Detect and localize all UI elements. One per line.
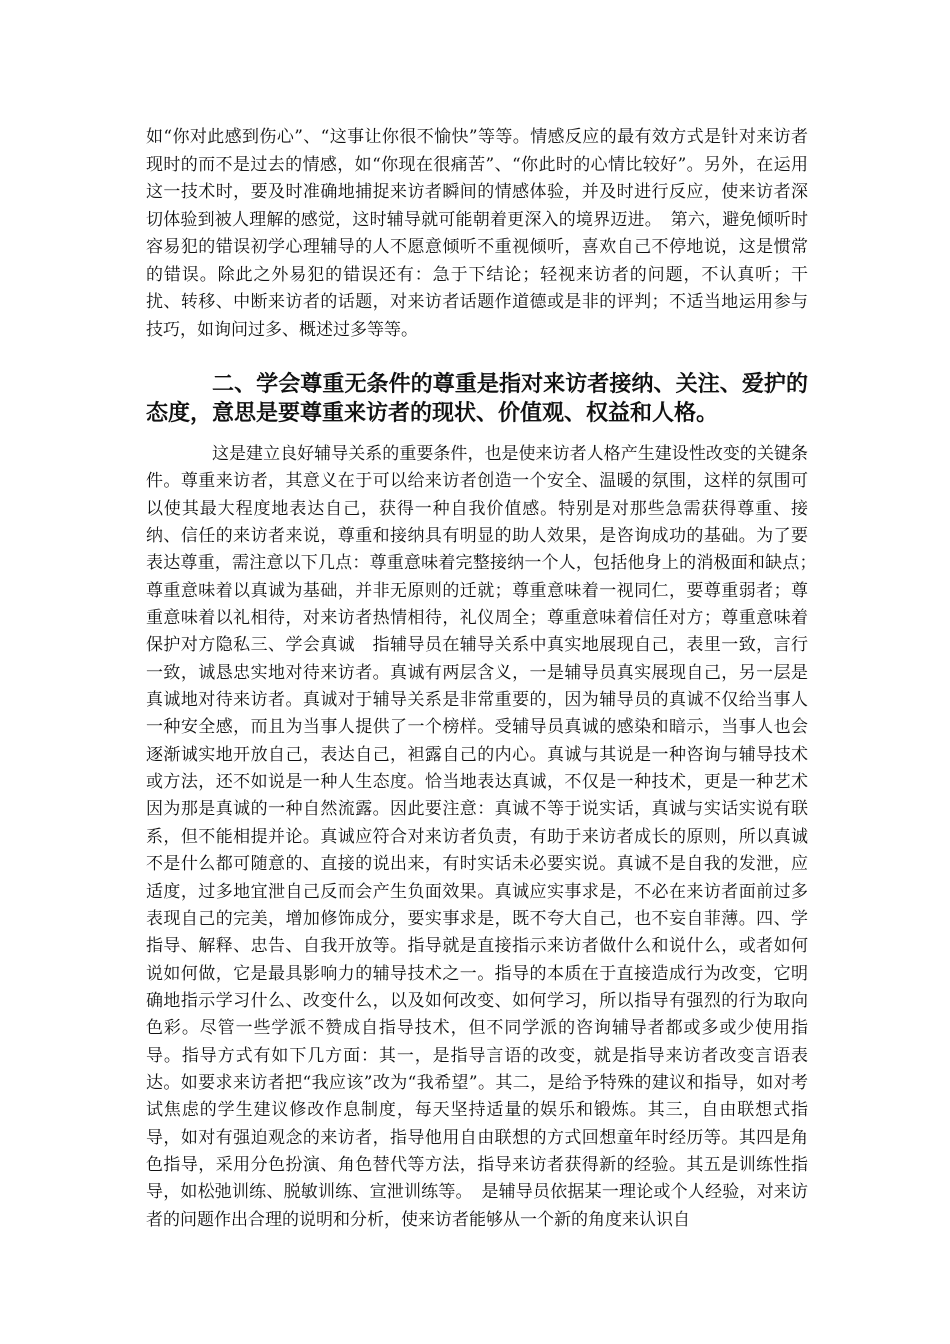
body-paragraph: 如“你对此感到伤心”、“这事让你很不愉快”等等。情感反应的最有效方式是针对来访者现时的而不是过去的情感，如“你现在很痛苦”、“你此时的心情比较好”。另外，在运用这一技术时，要及时准确地捕捉来访者瞬间的情感体验，并及时进行反应，使来访者深切体验到被人理解的感觉，这时辅导就可能朝着更深入的境界迈进。 第六，避免倾听时容易犯的错误初学心理辅导的人不愿意倾听不重视倾听，喜欢自己不停地说，这是惯常的错误。除此之外易犯的错误还有：急于下结论；轻视来访者的问题，不认真听；干扰、转移、中断来访者的话题，对来访者话题作道德或是非的评判；不适当地运用参与技巧，如询问过多、概述过多等等。 [146,127,808,340]
body-paragraph: 这是建立良好辅导关系的重要条件，也是使来访者人格产生建设性改变的关键条件。尊重来访者，其意义在于可以给来访者创造一个安全、温暖的氛围，这样的氛围可以使其最大程度地表达自己，获得一种自我价值感。特别是对那些急需获得尊重、接纳、信任的来访者来说，尊重和接纳具有明显的助人效果，是咨询成功的基础。为了要表达尊重，需注意以下几点：尊重意味着完整接纳一个人，包括他身上的消极面和缺点； 尊重意味着以真诚为基础，并非无原则的迁就；尊重意味着一视同仁，要尊重弱者；尊重意味着以礼相待，对来访者热情相待，礼仪周全；尊重意味着信任对方；尊重意味着保护对方隐私三、学会真诚 指辅导员在辅导关系中真实地展现自己，表里一致，言行一致，诚恳忠实地对待来访者。真诚有两层含义，一是辅导员真实展现自己，另一层是真诚地对待来访者。真诚对于辅导关系是非常重要的，因为辅导员的真诚不仅给当事人一种安全感，而且为当事人提供了一个榜样。受辅导员真诚的感染和暗示，当事人也会逐渐诚实地开放自己，表达自己，袒露自己的内心。真诚与其说是一种咨询与辅导技术或方法，还不如说是一种人生态度。恰当地表达真诚，不仅是一种技术，更是一种艺术因为那是真诚的一种自然流露。因此要注意：真诚不等于说实话，真诚与实话实说有联系，但不能相提并论。真诚应符合对来访者负责，有助于来访者成长的原则，所以真诚不是什么都可随意的、直接的说出来，有时实话未必要实说。真诚不是自我的发泄，应适度，过多地宜泄自己反而会产生负面效果。真诚应实事求是，不必在来访者面前过多表现自己的完美，增加修饰成分，要实事求是，既不夸大自己，也不妄自菲薄。四、学指导、解释、忠告、自我开放等。指导就是直接指示来访者做什么和说什么，或者如何说如何做，它是最具影响力的辅导技术之一。指导的本质在于直接造成行为改变，它明确地指示学习什么、改变什么，以及如何改变、如何学习，所以指导有强烈的行为取向色彩。尽管一些学派不赞成自指导技术，但不同学派的咨询辅导者都或多或少使用指导。指导方式有如下几方面：其一，是指导言语的改变，就是指导来访者改变言语表达。如要求来访者把“我应该”改为“我希望”。其二，是给予特殊的建议和指导，如对考试焦虑的学生建议修改作息制度，每天坚持适量的娱乐和锻炼。其三，自由联想式指导，如对有强迫观念的来访者，指导他用自由联想的方式回想童年时经历等。其四是角色指导，采用分色扮演、角色替代等方法，指导来访者获得新的经验。其五是训练性指导，如松弛训练、脱敏训练、宣泄训练等。 是辅导员依据某一理论或个人经验，对来访者的问题作出合理的说明和分析，使来访者能够从一个新的角度来认识自 [146,444,825,1230]
section-heading: 二、学会尊重无条件的尊重是指对来访者接纳、关注、爱护的态度，意思是要尊重来访者的现状、价值观、权益和人格。 [146,372,808,426]
